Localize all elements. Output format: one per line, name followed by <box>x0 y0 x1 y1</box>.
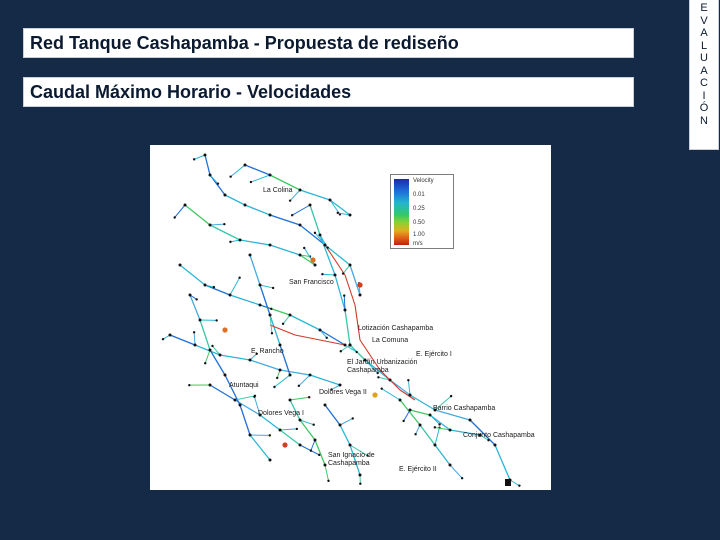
network-node <box>296 428 298 430</box>
network-node <box>318 454 320 456</box>
network-node <box>204 154 207 157</box>
pipe-segment <box>245 165 270 175</box>
pipe-segment <box>175 205 185 217</box>
network-node <box>282 442 287 447</box>
pipe-segment <box>416 425 420 434</box>
network-node <box>188 384 190 386</box>
network-node <box>349 214 352 217</box>
network-node <box>204 284 207 287</box>
side-letter: V <box>700 14 708 27</box>
pipe-segment <box>450 465 462 478</box>
network-node <box>213 286 215 288</box>
map-label: Dolores Vega II <box>319 389 367 396</box>
pipe-segment <box>210 224 224 225</box>
side-label-evaluacion <box>689 0 719 150</box>
network-node <box>270 308 272 310</box>
map-label: E. Ejército I <box>416 351 452 358</box>
pipe-segment <box>495 445 510 480</box>
network-node <box>355 351 357 353</box>
network-node <box>276 377 278 379</box>
network-node <box>429 414 432 417</box>
network-node <box>359 483 361 485</box>
network-node <box>352 417 354 419</box>
network-node <box>259 304 262 307</box>
pipe-segment <box>225 195 245 205</box>
network-node <box>327 480 329 482</box>
network-node <box>344 344 347 347</box>
network-node <box>269 214 272 217</box>
network-node <box>349 344 352 347</box>
network-node <box>314 264 317 267</box>
network-node <box>244 204 247 207</box>
map-label: E. Rancho <box>251 348 284 355</box>
network-node <box>349 444 352 447</box>
slide-subtitle: Caudal Máximo Horario - Velocidades <box>23 77 634 107</box>
network-node <box>209 174 212 177</box>
map-label: San Ignacio de Cashapamba <box>328 452 375 467</box>
network-node <box>303 247 305 249</box>
network-node <box>169 334 172 337</box>
pipe-segment <box>240 240 270 245</box>
network-node <box>357 282 362 287</box>
network-node <box>234 399 237 402</box>
pipe-segment <box>230 295 260 305</box>
network-node <box>321 273 323 275</box>
network-node <box>339 384 342 387</box>
pipe-segment <box>170 335 195 345</box>
side-letter: L <box>700 39 708 52</box>
network-node <box>337 212 339 214</box>
pipe-segment <box>410 395 435 410</box>
network-node <box>340 350 342 352</box>
pipe-segment <box>235 396 255 400</box>
pipe-segment <box>270 325 295 335</box>
network-node <box>239 239 242 242</box>
network-node <box>162 338 164 340</box>
pipe-segment <box>230 278 240 295</box>
network-node <box>343 294 345 296</box>
pipe-segment <box>340 418 353 425</box>
network-node <box>250 181 252 183</box>
side-letter: Ó <box>699 102 709 114</box>
pipe-segment <box>194 155 205 159</box>
side-letter: A <box>700 27 708 39</box>
network-node <box>244 164 247 167</box>
network-node <box>324 464 327 467</box>
pipe-segment <box>194 332 195 345</box>
pipe-segment <box>205 155 210 175</box>
network-node <box>309 374 312 377</box>
network-node <box>299 444 302 447</box>
network-node <box>269 314 272 317</box>
legend-tick: 0.01 <box>413 192 425 198</box>
pipe-segment <box>430 415 440 424</box>
pipe-segment <box>200 320 210 350</box>
pipe-segment <box>290 315 320 330</box>
network-node <box>414 433 416 435</box>
slide-title: Red Tanque Cashapamba - Propuesta de rediseño <box>23 28 634 58</box>
pipe-segment <box>280 429 297 430</box>
side-letter: I <box>702 89 706 102</box>
network-node <box>229 294 232 297</box>
pipe-segment <box>325 405 340 425</box>
pipe-segment <box>250 435 270 460</box>
network-node <box>372 392 377 397</box>
network-node <box>193 331 195 333</box>
network-node <box>314 439 317 442</box>
network-node <box>402 420 404 422</box>
network-node <box>399 399 402 402</box>
network-node <box>381 387 383 389</box>
pipe-segment <box>180 265 205 285</box>
network-node <box>324 244 327 247</box>
pipe-segment <box>292 205 310 215</box>
network-node <box>282 323 284 325</box>
network-node <box>271 332 273 334</box>
network-node <box>249 254 252 257</box>
pipe-segment <box>322 274 335 275</box>
network-node <box>329 199 332 202</box>
map-label: Atuntaqui <box>229 382 259 389</box>
pipe-segment <box>382 389 400 400</box>
pipe-segment <box>270 245 300 255</box>
map-label: Barrio Cashapamba <box>433 405 496 412</box>
pipe-segment <box>220 355 250 360</box>
network-node <box>239 404 242 407</box>
legend-title: Velocity <box>413 178 434 184</box>
network-node <box>269 434 271 436</box>
pipe-segment <box>300 445 319 455</box>
pipe-segment <box>205 285 230 295</box>
network-node <box>324 404 327 407</box>
pipe-segment <box>295 335 320 340</box>
network-node <box>389 379 392 382</box>
pipe-segment <box>340 425 350 445</box>
network-node <box>219 354 222 357</box>
pipe-segment <box>335 275 345 310</box>
network-node <box>209 224 212 227</box>
network-node <box>308 396 310 398</box>
pipe-segment <box>299 375 310 386</box>
network-node <box>359 474 362 477</box>
pipe-segment <box>231 165 245 177</box>
network-node <box>299 254 302 257</box>
network-node <box>211 345 213 347</box>
pipe-segment <box>251 175 270 182</box>
network-node <box>299 419 302 422</box>
pipe-segment <box>355 305 360 340</box>
network-node <box>334 274 337 277</box>
network-node <box>253 396 255 398</box>
network-node <box>184 204 187 207</box>
network-node <box>249 359 252 362</box>
network-node <box>309 204 312 207</box>
network-node <box>449 464 452 467</box>
network-node <box>450 395 452 397</box>
pipe-segment <box>250 255 260 285</box>
pipe-segment <box>280 370 310 375</box>
network-node <box>289 199 291 201</box>
network-node <box>434 444 437 447</box>
network-node <box>279 369 282 372</box>
network-node <box>326 246 328 248</box>
network-node <box>289 314 292 317</box>
network-node <box>377 376 379 378</box>
pipe-segment <box>435 445 450 465</box>
network-node <box>461 477 463 479</box>
pipe-segment <box>240 405 250 435</box>
network-node <box>209 384 212 387</box>
pipe-segment <box>274 375 290 387</box>
side-letter: N <box>700 114 708 127</box>
pipe-segment <box>408 380 410 395</box>
network-node <box>409 394 412 397</box>
pipe-segment <box>510 480 519 486</box>
network-node <box>195 298 197 300</box>
network-node <box>215 319 217 321</box>
network-node <box>299 224 302 227</box>
pipe-segment <box>260 285 270 315</box>
network-node <box>273 386 275 388</box>
network-node <box>518 484 520 486</box>
map-label: Lotización Cashapamba <box>358 325 434 332</box>
network-node <box>224 194 227 197</box>
network-node <box>407 379 409 381</box>
side-letter: C <box>700 77 708 89</box>
map-label: Conjunto Cashapamba <box>463 432 535 439</box>
network-node <box>269 459 272 462</box>
pipe-segment <box>345 310 350 345</box>
network-node <box>299 189 302 192</box>
side-letter: U <box>700 52 708 64</box>
pipe-segment <box>350 265 360 295</box>
network-node <box>224 374 227 377</box>
pipe-segment <box>435 428 439 445</box>
network-node <box>279 429 282 432</box>
network-node <box>409 409 412 412</box>
pipe-segment <box>260 285 273 288</box>
network-node <box>269 244 272 247</box>
map-label: La Colina <box>263 187 293 194</box>
pipe-segment <box>260 305 271 309</box>
network-node <box>438 423 440 425</box>
network-node <box>359 294 362 297</box>
network-node <box>298 385 300 387</box>
network-node <box>223 223 225 225</box>
pipe-segment <box>410 410 430 415</box>
network-node <box>319 329 322 332</box>
network-node <box>269 174 272 177</box>
pipe-segment <box>404 410 410 421</box>
pipe-segment <box>315 440 325 465</box>
network-node <box>249 434 252 437</box>
tank-marker <box>505 479 511 486</box>
network-node <box>312 423 314 425</box>
legend-tick: 1.00 <box>413 232 425 238</box>
network-node <box>289 374 292 377</box>
network-node <box>344 309 347 312</box>
network-node <box>272 287 274 289</box>
network-node <box>326 337 328 339</box>
map-label: Dolores Vega I <box>258 410 304 417</box>
pipe-segment <box>283 315 290 324</box>
pipe-segment <box>210 175 218 184</box>
network-node <box>229 175 231 177</box>
network-node <box>194 344 197 347</box>
map-label: La Comuna <box>372 337 409 344</box>
legend-unit: m/s <box>413 241 423 247</box>
pipe-segment <box>210 225 240 240</box>
side-letter: E <box>700 2 708 14</box>
network-node <box>289 399 292 402</box>
network-node <box>238 276 240 278</box>
network-node <box>199 319 202 322</box>
pipe-segment <box>205 350 210 363</box>
network-node <box>310 449 312 451</box>
network-node <box>173 216 175 218</box>
network-node <box>314 232 316 234</box>
pipe-segment <box>290 397 309 400</box>
network-node <box>189 294 192 297</box>
velocity-legend <box>390 174 454 249</box>
network-node <box>469 419 472 422</box>
network-node <box>179 264 182 267</box>
pipe-segment <box>250 360 280 370</box>
network-node <box>259 284 262 287</box>
network-node <box>209 349 212 352</box>
pipe-segment <box>280 430 300 445</box>
pipe-segment <box>185 205 210 225</box>
map-label: E. Ejército II <box>399 466 437 473</box>
network-node <box>229 241 231 243</box>
network-node <box>419 424 422 427</box>
pipe-segment <box>311 440 315 451</box>
side-letter: A <box>700 64 708 77</box>
network-node <box>310 257 315 262</box>
network-node <box>222 327 227 332</box>
network-node <box>291 214 293 216</box>
pipe-segment <box>310 205 320 235</box>
network-node <box>204 362 206 364</box>
pipe-segment <box>300 190 330 200</box>
network-node <box>449 429 452 432</box>
pipe-segment <box>325 245 345 275</box>
network-node <box>279 344 282 347</box>
pipe-segment <box>310 375 340 385</box>
pipe-segment <box>270 215 300 225</box>
network-map <box>150 145 551 490</box>
network-node <box>494 444 497 447</box>
network-node <box>434 426 436 428</box>
network-node <box>342 272 344 274</box>
map-label: San Francisco <box>289 279 334 286</box>
network-node <box>319 234 322 237</box>
network-node <box>217 182 219 184</box>
legend-tick: 0.25 <box>413 206 425 212</box>
legend-tick: 0.50 <box>413 220 425 226</box>
network-node <box>339 424 342 427</box>
pipe-segment <box>420 425 435 445</box>
legend-color-bar <box>394 179 409 245</box>
pipe-segment <box>343 265 350 274</box>
pipe-segment <box>245 205 270 215</box>
network-node <box>349 264 352 267</box>
map-label: El Jardín Urbanización Cashapamba <box>347 359 418 374</box>
pipe-segment <box>345 275 355 305</box>
pipe-segment <box>225 375 240 405</box>
pipe-segment <box>400 390 415 400</box>
network-node <box>193 158 195 160</box>
